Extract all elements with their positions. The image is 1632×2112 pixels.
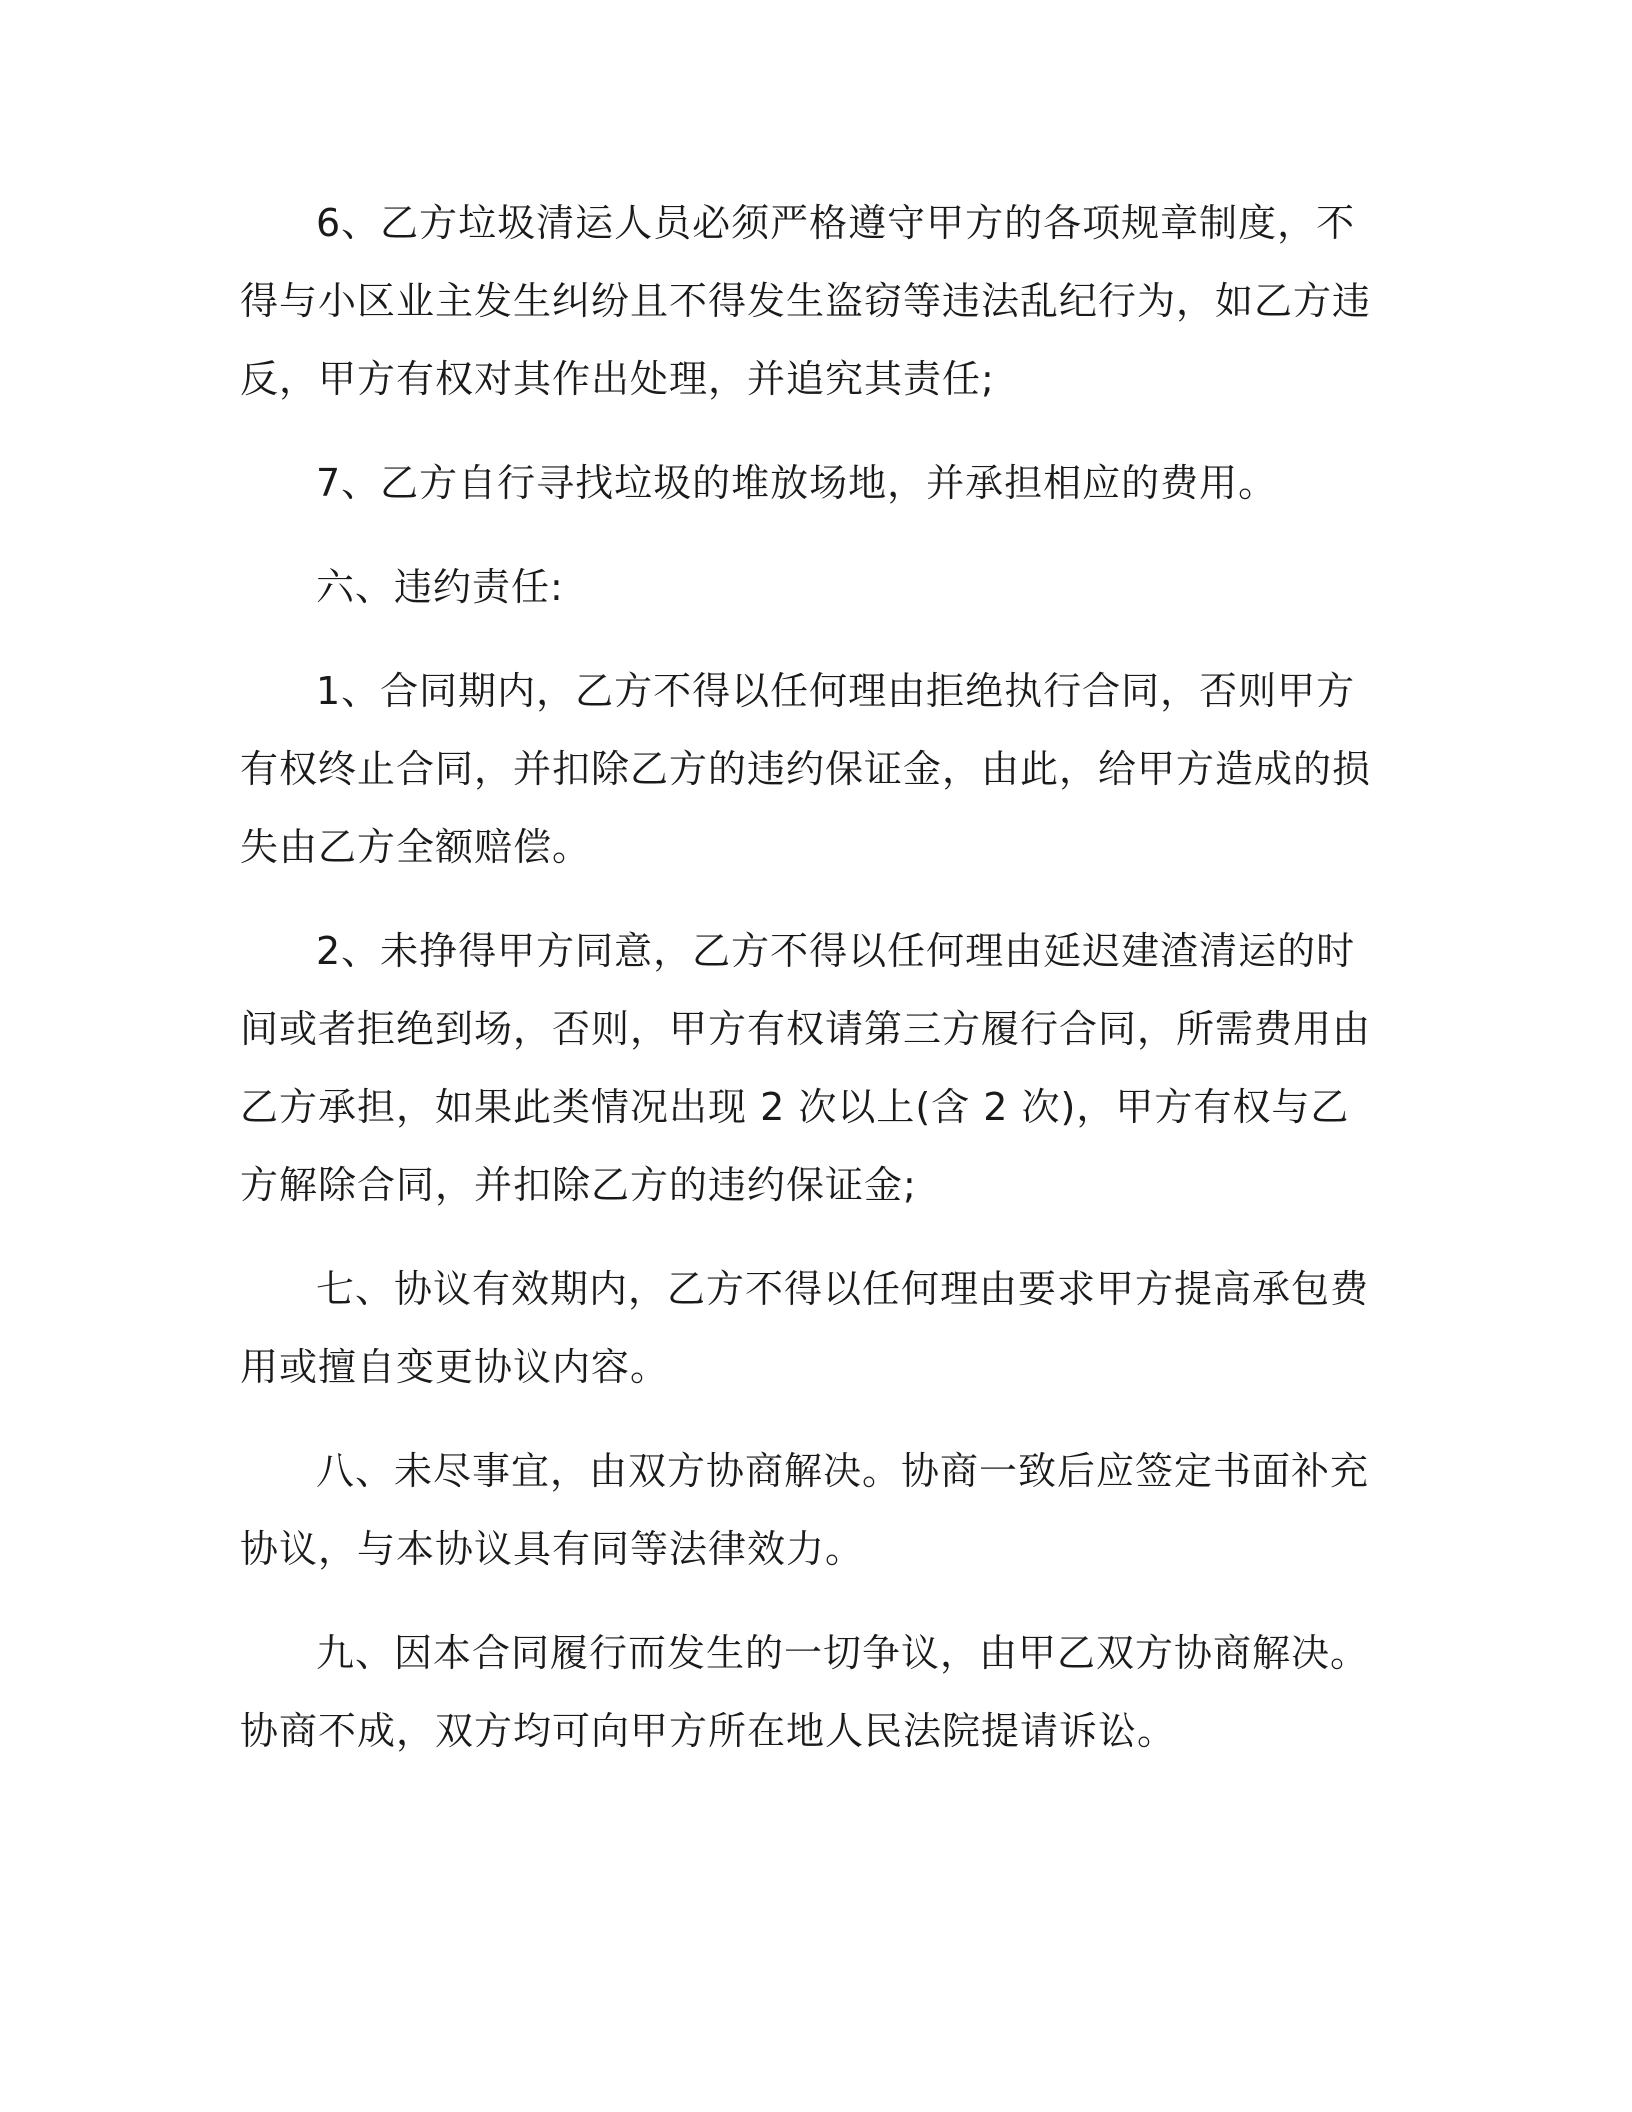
section-7-fee-terms: 七、协议有效期内，乙方不得以任何理由要求甲方提高承包费用或擅自变更协议内容。 (240, 1267, 1370, 1389)
section-heading-breach-liability: 六、违约责任: (316, 565, 564, 609)
clause-6: 6、乙方垃圾清运人员必须严格遵守甲方的各项规章制度，不得与小区业主发生纠纷且不得发生盗窃等违法乱纪行为，如乙方违反，甲方有权对其作出处理，并追究其责任; (240, 201, 1372, 401)
section-8-unresolved-matters: 八、未尽事宜，由双方协商解决。协商一致后应签定书面补充协议，与本协议具有同等法律效力。 (240, 1449, 1370, 1571)
document-body (240, 184, 1380, 1796)
section-9-disputes: 九、因本合同履行而发生的一切争议，由甲乙双方协商解决。协商不成，双方均可向甲方所在地人民法院提请诉讼。 (240, 1631, 1370, 1753)
breach-clause-2: 2、未挣得甲方同意，乙方不得以任何理由延迟建渣清运的时间或者拒绝到场，否则，甲方有权请第三方履行合同，所需费用由乙方承担，如果此类情况出现 2 次以上(含 2 次)，甲方有权与乙方解除合同，并扣除乙方的违约保证金; (240, 929, 1372, 1207)
clause-7: 7、乙方自行寻找垃圾的堆放场地，并承担相应的费用。 (316, 461, 1278, 505)
breach-clause-1: 1、合同期内，乙方不得以任何理由拒绝执行合同，否则甲方有权终止合同，并扣除乙方的违约保证金，由此，给甲方造成的损失由乙方全额赔偿。 (240, 669, 1372, 869)
